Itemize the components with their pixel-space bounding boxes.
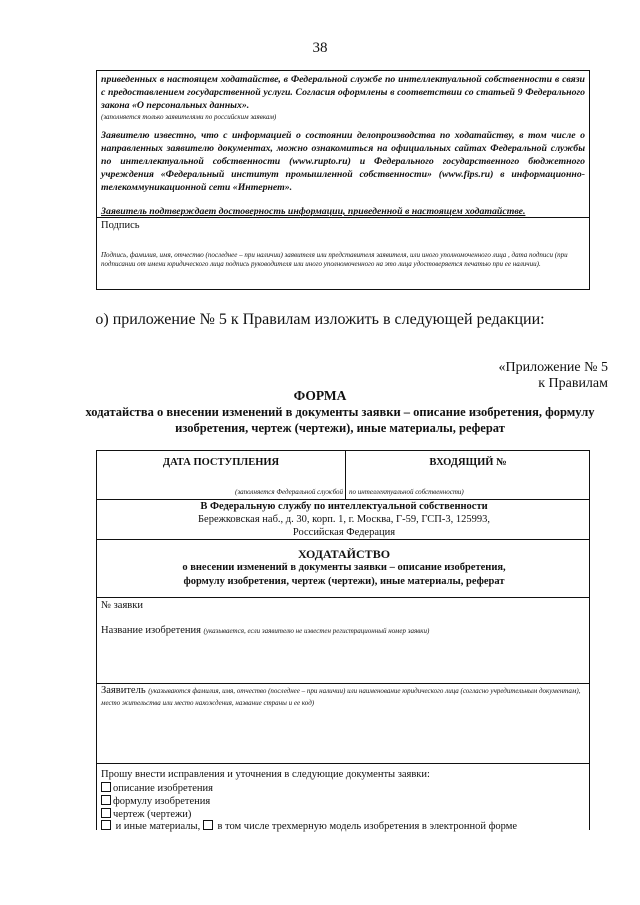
amendment-text: о) приложение № 5 к Правилам изложить в следующей редакции: — [95, 311, 545, 328]
fill-note-left: (заполняется Федеральной службой — [235, 488, 343, 496]
application-number-label: № заявки — [101, 600, 143, 611]
signature-note: Подпись, фамилия, имя, отчество (последнее – при наличии) заявителя или представителя заявителя, или иного уполномоченного лица , дата подписи (при подписании от имени юридического лица подпись руководителя или иного уполномоченного на это лица удостоверяется печатью при ее наличии). — [101, 251, 568, 268]
addressee-country: Российская Федерация — [292, 527, 396, 538]
checkbox-drawings[interactable]: чертеж (чертежи) — [101, 808, 191, 820]
petition-subtitle: о внесении изменений в документы заявки – описание изобретения, формулу изобретения, чертеж (чертежи), иные материалы, реферат — [182, 562, 506, 587]
appendix-line1: «Приложение № 5 — [498, 360, 608, 375]
checkbox-3d-icon[interactable] — [203, 820, 213, 830]
consent-note: (заполняется только заявителями по российским заявкам) — [101, 113, 277, 121]
applicant-note: (указываются фамилия, имя, отчество (последнее – при наличии) или наименование юридического лица (согласно учредительным документам), место жительства или место нахождения, название страны и ее код) — [101, 687, 581, 707]
consent-box — [96, 70, 590, 290]
invention-name-note: (указывается, если заявителю не известен регистрационный номер заявки) — [203, 627, 430, 635]
request-label: Прошу внести исправления и уточнения в следующие документы заявки: — [101, 769, 430, 780]
addressee-address: Бережковская наб., д. 30, корп. 1, г. Москва, Г-59, ГСП-3, 125993, — [198, 514, 490, 525]
consent-paragraph: приведенных в настоящем ходатайстве, в Федеральной службе по интеллектуальной собственности в связи с предоставлением государственной услуги. Согласия оформлены в соответствии со статьей 9 Федерального закона «О персональных данных». — [101, 74, 585, 111]
fill-note-right: по интеллектуальной собственности) — [349, 488, 464, 496]
info-paragraph: Заявителю известно, что с информацией о состоянии делопроизводства по ходатайству, в том числе о направленных заявителю документах, можно ознакомиться на официальных сайтах Федеральной службы по интеллектуальной собственности (www.rupto.ru) и Федерального государственного бюджетного учреждения «Федеральный институт промышленной собственности» (www.fips.ru) в информационно-телекоммуникационной сети «Интернет». — [101, 130, 585, 193]
date-received-label: ДАТА ПОСТУПЛЕНИЯ — [162, 457, 280, 468]
invention-name-label: Название изобретения — [101, 625, 201, 636]
checkbox-icon[interactable] — [101, 782, 111, 792]
form-title: ФОРМА — [293, 388, 347, 403]
checkbox-icon[interactable] — [101, 808, 111, 818]
checkbox-icon[interactable] — [101, 820, 111, 830]
page-number: 38 — [312, 40, 328, 56]
checkbox-description[interactable]: описание изобретения — [101, 782, 213, 794]
confirmation-paragraph: Заявитель подтверждает достоверность информации, приведенной в настоящем ходатайстве. — [101, 206, 526, 217]
incoming-number-label: ВХОДЯЩИЙ № — [429, 457, 507, 468]
signature-label: Подпись — [101, 220, 140, 231]
checkbox-other[interactable]: и иные материалы, в том числе трехмерную модель изобретения в электронной форме — [101, 820, 517, 832]
applicant-label: Заявитель — [101, 685, 146, 696]
petition-form — [96, 450, 590, 830]
addressee-title: В Федеральную службу по интеллектуальной собственности — [200, 501, 488, 512]
checkbox-claims[interactable]: формулу изобретения — [101, 795, 210, 807]
petition-title: ХОДАТАЙСТВО — [297, 547, 391, 561]
appendix-line2: к Правилам — [538, 376, 608, 391]
checkbox-icon[interactable] — [101, 795, 111, 805]
form-subtitle: ходатайства о внесении изменений в документы заявки – описание изобретения, формулу изобретения, чертеж (чертежи), иные материалы, реферат — [85, 405, 595, 435]
